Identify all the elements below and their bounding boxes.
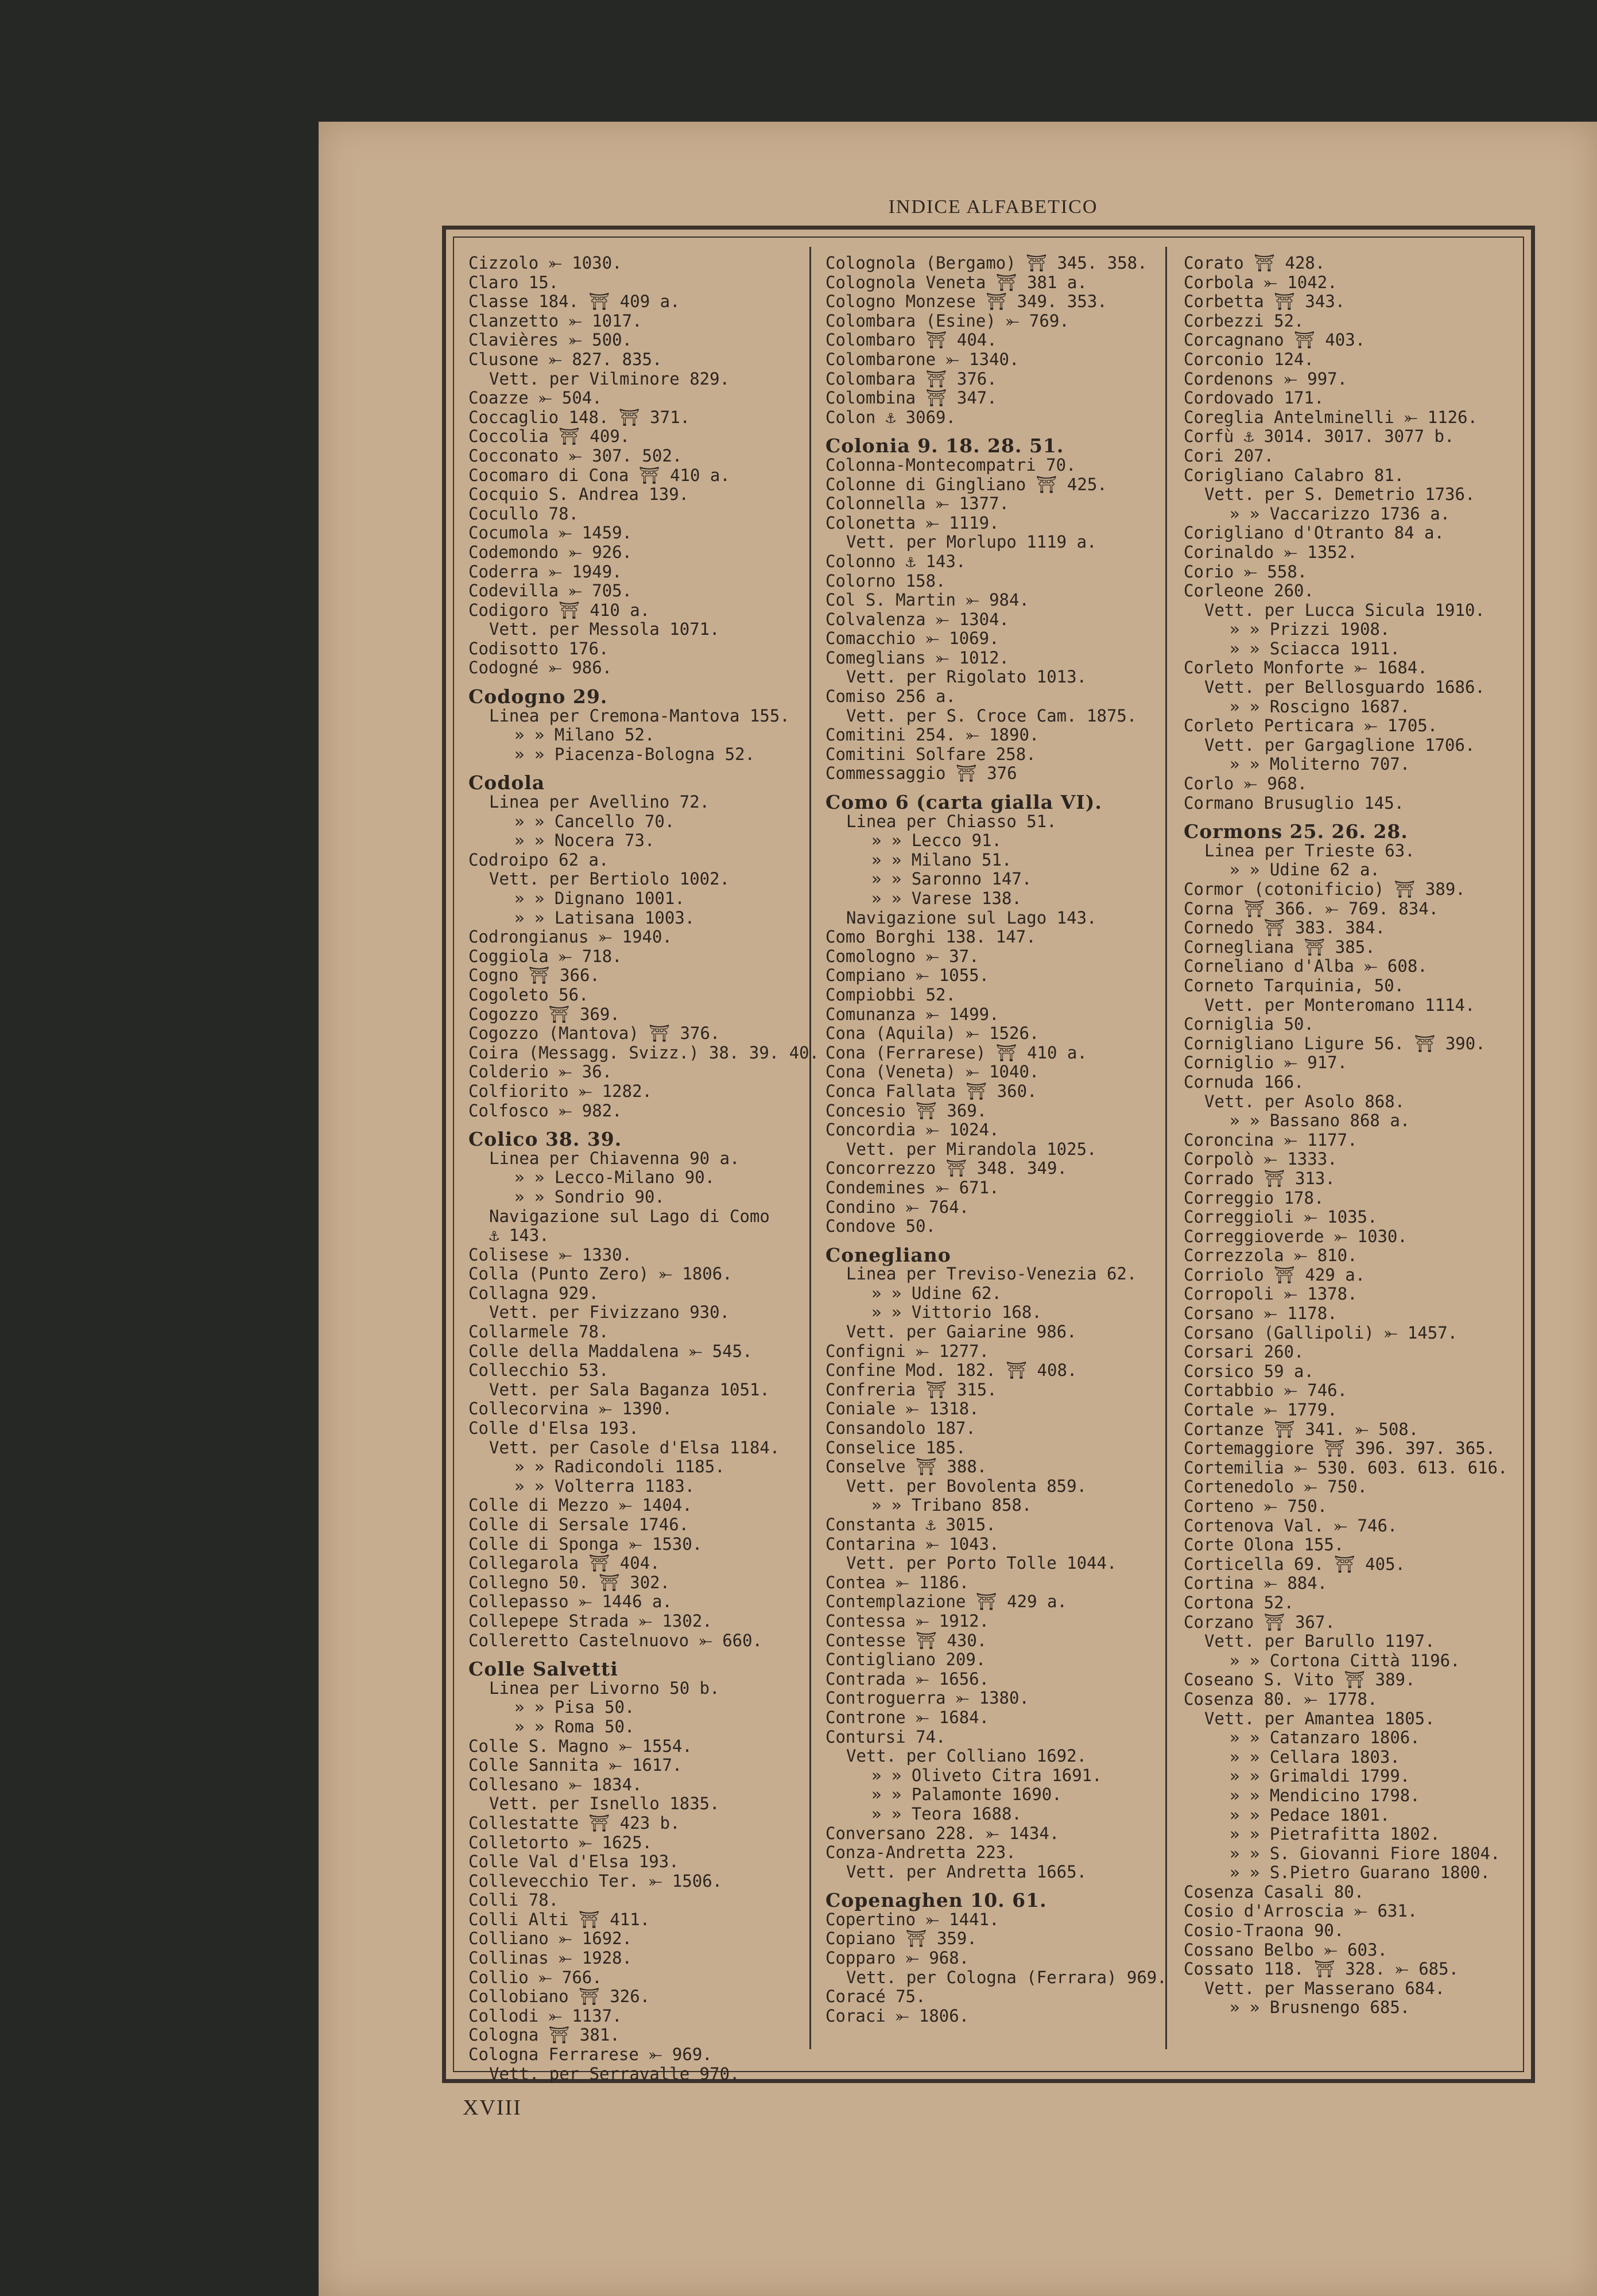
index-entry: Consandolo 187. (825, 1418, 976, 1438)
index-entry: Commessaggio ⛩ 376 (825, 763, 1017, 784)
index-entry: Coderra ⤜ 1949. (468, 561, 622, 581)
index-entry: Colle Val d'Elsa 193. (468, 1852, 679, 1872)
page-number: XVIII (463, 2096, 522, 2120)
index-entry: Vett. per S. Croce Cam. 1875. (846, 705, 1137, 726)
index-entry: Collestatte ⛩ 423 b. (468, 1813, 680, 1833)
index-entry: Collinas ⤜ 1928. (468, 1948, 633, 1968)
index-entry: Collagna 929. (468, 1283, 599, 1303)
index-entry: Vett. per Casole d'Elsa 1184. (489, 1437, 780, 1457)
index-entry: » » Palamonte 1690. (871, 1785, 1062, 1805)
index-entry: Cormano Brusuglio 145. (1184, 793, 1405, 813)
index-entry: Colle della Maddalena ⤜ 545. (468, 1341, 753, 1361)
index-entry: Comitini Solfare 258. (825, 744, 1036, 764)
index-entry: Cornuda 166. (1184, 1072, 1304, 1092)
index-entry: Colle S. Magno ⤜ 1554. (468, 1736, 692, 1756)
index-entry: Comologno ⤜ 37. (825, 946, 979, 966)
index-entry: Concesio ⛩ 369. (825, 1100, 987, 1120)
index-entry: Collio ⤜ 766. (468, 1967, 602, 1987)
index-entry: Correzzola ⤜ 810. (1184, 1246, 1358, 1266)
index-entry: Codisotto 176. (468, 638, 609, 658)
index-entry: Corropoli ⤜ 1378. (1184, 1284, 1358, 1304)
index-entry: Cona (Veneta) ⤜ 1040. (825, 1062, 1040, 1082)
index-entry: Linea per Treviso-Venezia 62. (846, 1264, 1137, 1284)
index-entry: » » Grimaldi 1799. (1230, 1766, 1410, 1786)
index-entry: Collecorvina ⤜ 1390. (468, 1399, 672, 1419)
index-entry: Cossano Belbo ⤜ 603. (1184, 1940, 1387, 1960)
index-entry: » » Moliterno 707. (1230, 754, 1410, 774)
index-entry: Cortabbio ⤜ 746. (1184, 1380, 1348, 1401)
index-entry: Cornigliano Ligure 56. ⛩ 390. (1184, 1033, 1486, 1053)
index-entry: » » Catanzaro 1806. (1230, 1728, 1420, 1748)
index-entry: Colonnella ⤜ 1377. (825, 494, 1010, 514)
index-entry: Colombarone ⤜ 1340. (825, 349, 1020, 369)
index-entry: Cormons 25. 26. 28. (1184, 820, 1408, 843)
index-entry: Contea ⤜ 1186. (825, 1572, 970, 1592)
index-entry: Vett. per Morlupo 1119 a. (846, 532, 1097, 552)
index-entry: Colvalenza ⤜ 1304. (825, 609, 1010, 629)
index-entry: Correggioli ⤜ 1035. (1184, 1207, 1378, 1227)
index-entry: Collepepe Strada ⤜ 1302. (468, 1611, 712, 1631)
index-entry: Linea per Avellino 72. (489, 792, 710, 812)
index-entry: Cori 207. (1184, 445, 1274, 466)
index-entry: Conselve ⛩ 388. (825, 1457, 987, 1477)
index-entry: Linea per Livorno 50 b. (489, 1678, 720, 1698)
index-entry: » » Pisa 50. (514, 1697, 635, 1717)
index-entry: Vett. per Bertiolo 1002. (489, 869, 730, 889)
index-entry: Cossato 118. ⛩ 328. ⤜ 685. (1184, 1959, 1459, 1979)
index-entry: Compiano ⤜ 1055. (825, 965, 990, 986)
index-entry: Copertino ⤜ 1441. (825, 1909, 999, 1929)
index-entry: Cocullo 78. (468, 503, 579, 523)
index-entry: Colonetta ⤜ 1119. (825, 513, 999, 533)
index-entry: » » Bassano 868 a. (1230, 1111, 1410, 1131)
index-entry: Claro 15. (468, 272, 559, 292)
index-entry: Cocconato ⤜ 307. 502. (468, 445, 683, 466)
index-entry: Comacchio ⤜ 1069. (825, 629, 999, 649)
index-entry: Vett. per Cologna (Ferrara) 969. (846, 1967, 1167, 1987)
index-entry: » » Prizzi 1908. (1230, 619, 1390, 639)
index-entry: Copparo ⤜ 968. (825, 1948, 970, 1968)
index-entry: Colle di Sersale 1746. (468, 1515, 689, 1534)
index-entry: Colle Salvetti (468, 1658, 618, 1681)
index-entry: Cortemilia ⤜ 530. 603. 613. 616. (1184, 1457, 1508, 1477)
index-entry: Vett. per Sala Baganza 1051. (489, 1379, 770, 1399)
index-entry: » » Tribano 858. (871, 1495, 1032, 1515)
index-entry: Colle di Sponga ⤜ 1530. (468, 1534, 703, 1554)
index-entry: Confine Mod. 182. ⛩ 408. (825, 1360, 1077, 1380)
index-entry: » » S. Giovanni Fiore 1804. (1230, 1843, 1501, 1863)
index-entry: Colfiorito ⤜ 1282. (468, 1081, 653, 1101)
index-entry: Como 6 (carta gialla VI). (825, 791, 1102, 814)
index-entry: Vett. per Isnello 1835. (489, 1794, 720, 1814)
index-entry: Navigazione sul Lago 143. (846, 907, 1097, 928)
index-entry: Coccolia ⛩ 409. (468, 426, 630, 447)
index-entry: Colletorto ⤜ 1625. (468, 1832, 653, 1852)
index-entry: » » Varese 138. (871, 889, 1022, 908)
index-entry: » » Lecco-Milano 90. (514, 1168, 715, 1188)
index-entry: Copiano ⛩ 359. (825, 1929, 977, 1949)
index-entry: Clavières ⤜ 500. (468, 330, 633, 350)
index-entry: Colonna-Montecompatri 70. (825, 455, 1076, 475)
index-entry: Cocomaro di Cona ⛩ 410 a. (468, 465, 730, 485)
index-entry: Cologna Ferrarese ⤜ 969. (468, 2045, 712, 2065)
index-entry: Cornedo ⛩ 383. 384. (1184, 918, 1386, 938)
index-entry: Corniglia 50. (1184, 1014, 1314, 1034)
index-entry: » » Roma 50. (514, 1716, 635, 1736)
index-entry: » » Udine 62 a. (1230, 860, 1380, 880)
index-entry: » » Vaccarizzo 1736 a. (1230, 503, 1451, 523)
index-entry: Colognola (Bergamo) ⛩ 345. 358. (825, 253, 1148, 273)
index-entry: Coira (Messagg. Svizz.) 38. 39. 40. (468, 1042, 820, 1062)
index-entry: Contesse ⛩ 430. (825, 1630, 987, 1650)
index-entry: Cortenedolo ⤜ 750. (1184, 1477, 1368, 1497)
index-entry: Collegarola ⛩ 404. (468, 1553, 660, 1573)
index-entry: Colonia 9. 18. 28. 51. (825, 435, 1064, 457)
index-entry: Vett. per Messola 1071. (489, 619, 720, 639)
index-entry: Como Borghi 138. 147. (825, 927, 1036, 947)
index-entry: Cortemaggiore ⛩ 396. 397. 365. (1184, 1438, 1496, 1459)
index-entry: Cordovado 171. (1184, 388, 1324, 408)
index-entry: » » Latisana 1003. (514, 907, 695, 928)
index-entry: Corriolo ⛩ 429 a. (1184, 1265, 1366, 1285)
index-entry: Linea per Chiavenna 90 a. (489, 1148, 740, 1168)
index-entry: Contemplazione ⛩ 429 a. (825, 1592, 1067, 1612)
index-entry: Corleone 260. (1184, 581, 1314, 601)
index-entry: Colle d'Elsa 193. (468, 1418, 639, 1438)
index-entry: Colombara ⛩ 376. (825, 369, 997, 389)
index-entry: Controguerra ⤜ 1380. (825, 1688, 1029, 1708)
index-entry: Coraci ⤜ 1806. (825, 2006, 970, 2026)
index-entry: Coracé 75. (825, 1987, 926, 2007)
index-entry: ⚓ 143. (489, 1225, 549, 1246)
index-entry: Vett. per Porto Tolle 1044. (846, 1553, 1117, 1573)
index-entry: Cosio d'Arroscia ⤜ 631. (1184, 1901, 1418, 1921)
index-entry: Codevilla ⤜ 705. (468, 581, 633, 601)
index-entry: Conca Fallata ⛩ 360. (825, 1081, 1037, 1101)
index-entry: Vett. per Bellosguardo 1686. (1204, 677, 1485, 697)
index-entry: Corleto Monforte ⤜ 1684. (1184, 658, 1428, 678)
index-entry: Corsari 260. (1184, 1342, 1304, 1362)
index-entry: » » Cancello 70. (514, 811, 675, 831)
index-entry: Codroipo 62 a. (468, 850, 609, 870)
index-entry: Contursi 74. (825, 1727, 946, 1747)
index-entry: Corbola ⤜ 1042. (1184, 272, 1338, 292)
index-entry: » » Nocera 73. (514, 831, 655, 851)
index-entry: Vett. per Fivizzano 930. (489, 1302, 730, 1322)
index-entry: Vett. per Mirandola 1025. (846, 1139, 1097, 1159)
index-entry: » » Sciacca 1911. (1230, 638, 1400, 658)
index-entry: Colon ⚓ 3069. (825, 407, 956, 427)
index-entry: Colisese ⤜ 1330. (468, 1244, 633, 1265)
index-entry: » » Volterra 1183. (514, 1476, 695, 1496)
index-entry: Cizzolo ⤜ 1030. (468, 253, 622, 273)
index-entry: Clusone ⤜ 827. 835. (468, 349, 662, 369)
index-entry: Vett. per Rigolato 1013. (846, 667, 1087, 687)
index-entry: » » Udine 62. (871, 1283, 1002, 1303)
index-entry: Corfù ⚓ 3014. 3017. 3077 b. (1184, 426, 1455, 447)
index-entry: Colombara (Esine) ⤜ 769. (825, 311, 1069, 331)
index-entry: Compiobbi 52. (825, 984, 956, 1004)
index-entry: Corniglio ⤜ 917. (1184, 1053, 1348, 1073)
index-entry: Cocumola ⤜ 1459. (468, 523, 633, 543)
index-entry: Condove 50. (825, 1216, 936, 1236)
index-entry: Vett. per Lucca Sicula 1910. (1204, 600, 1485, 620)
index-entry: Condemines ⤜ 671. (825, 1177, 999, 1197)
index-entry: » » Pedace 1801. (1230, 1805, 1390, 1825)
index-entry: Vett. per Asolo 868. (1204, 1091, 1405, 1111)
index-entry: Colico 38. 39. (468, 1128, 622, 1151)
index-entry: Colliano ⤜ 1692. (468, 1929, 633, 1949)
index-entry: » » Pietrafitta 1802. (1230, 1824, 1440, 1844)
index-entry: » » Cellara 1803. (1230, 1747, 1400, 1767)
index-entry: Codigoro ⛩ 410 a. (468, 600, 650, 620)
index-entry: Colonne di Gingliano ⛩ 425. (825, 474, 1107, 494)
index-entry: Collevecchio Ter. ⤜ 1506. (468, 1871, 723, 1891)
index-column-3 (1184, 254, 1507, 2018)
index-entry: Linea per Chiasso 51. (846, 811, 1057, 831)
index-entry: Corneto Tarquinia, 50. (1184, 975, 1405, 995)
index-entry: Corpolò ⤜ 1333. (1184, 1149, 1338, 1169)
index-entry: Colombina ⛩ 347. (825, 388, 997, 408)
index-entry: Cortenova Val. ⤜ 746. (1184, 1515, 1398, 1535)
index-entry: Colla (Punto Zero) ⤜ 1806. (468, 1264, 732, 1284)
index-entry: Corigliano Calabro 81. (1184, 465, 1405, 485)
index-entry: Collecchio 53. (468, 1360, 609, 1380)
index-entry: Corigliano d'Otranto 84 a. (1184, 523, 1444, 543)
index-entry: Collegno 50. ⛩ 302. (468, 1572, 670, 1592)
index-entry: Corbetta ⛩ 343. (1184, 292, 1346, 312)
index-entry: Corio ⤜ 558. (1184, 561, 1308, 581)
index-entry: Collobiano ⛩ 326. (468, 1987, 650, 2007)
index-entry: Coccaglio 148. ⛩ 371. (468, 407, 691, 427)
index-entry: Coazze ⤜ 504. (468, 388, 602, 408)
index-entry: Collodi ⤜ 1137. (468, 2006, 622, 2026)
index-entry: Vett. per Bovolenta 859. (846, 1476, 1087, 1496)
index-entry: Cocquio S. Andrea 139. (468, 484, 689, 505)
index-entry: » » Milano 51. (871, 850, 1012, 870)
index-column-2 (825, 254, 1167, 2026)
index-entry: Cortina ⤜ 884. (1184, 1573, 1328, 1593)
index-entry: Vett. per S. Demetrio 1736. (1204, 484, 1475, 505)
index-entry: Corconio 124. (1184, 349, 1314, 369)
index-entry: » » Oliveto Citra 1691. (871, 1765, 1102, 1785)
index-entry: » » Brusnengo 685. (1230, 1998, 1410, 2018)
index-entry: Corna ⛩ 366. ⤜ 769. 834. (1184, 898, 1439, 918)
index-entry: Cologna ⛩ 381. (468, 2025, 620, 2045)
index-entry: Conegliano (825, 1243, 951, 1266)
index-entry: Colle Sannita ⤜ 1617. (468, 1755, 683, 1775)
index-entry: Codola (468, 771, 545, 794)
index-entry: Colfosco ⤜ 982. (468, 1100, 622, 1120)
index-entry: Vett. per Amantea 1805. (1204, 1708, 1435, 1728)
index-entry: Comitini 254. ⤜ 1890. (825, 725, 1040, 745)
index-entry: Collarmele 78. (468, 1322, 609, 1342)
index-entry: Vett. per Andretta 1665. (846, 1861, 1087, 1882)
index-entry: Corinaldo ⤜ 1352. (1184, 542, 1358, 562)
index-entry: Clanzetto ⤜ 1017. (468, 311, 642, 331)
index-entry: Corsano ⤜ 1178. (1184, 1304, 1338, 1324)
index-entry: Corleto Perticara ⤜ 1705. (1184, 716, 1438, 736)
index-entry: Conversano 228. ⤜ 1434. (825, 1823, 1060, 1843)
index-entry: Colorno 158. (825, 571, 946, 591)
index-entry: Colleretto Castelnuovo ⤜ 660. (468, 1630, 763, 1650)
index-entry: Confreria ⛩ 315. (825, 1379, 997, 1399)
index-entry: » » Cortona Città 1196. (1230, 1650, 1460, 1670)
index-entry: Cogoleto 56. (468, 984, 589, 1004)
index-entry: Colle di Mezzo ⤜ 1404. (468, 1495, 692, 1515)
index-entry: Cosenza Casali 80. (1184, 1882, 1365, 1902)
index-entry: Corato ⛩ 428. (1184, 253, 1325, 273)
index-entry: Vett. per Masserano 684. (1204, 1978, 1445, 1998)
index-entry: Colli 78. (468, 1890, 559, 1910)
index-entry: Codogno 29. (468, 685, 608, 708)
index-entry: Condino ⤜ 764. (825, 1197, 970, 1217)
index-entry: Colonno ⚓ 143. (825, 551, 966, 571)
index-entry: Cornegliana ⛩ 385. (1184, 937, 1375, 957)
index-column-1 (468, 254, 819, 2084)
index-entry: Corsico 59 a. (1184, 1361, 1314, 1381)
index-entry: Colombaro ⛩ 404. (825, 330, 997, 350)
index-entry: Vett. per Serravalle 970. (489, 2064, 740, 2084)
index-entry: Corlo ⤜ 968. (1184, 774, 1308, 794)
index-entry: Vett. per Gargaglione 1706. (1204, 735, 1475, 755)
index-entry: Colli Alti ⛩ 411. (468, 1909, 650, 1929)
index-entry: Cordenons ⤜ 997. (1184, 369, 1348, 389)
index-entry: Coroncina ⤜ 1177. (1184, 1130, 1358, 1150)
index-entry: Concordia ⤜ 1024. (825, 1120, 999, 1140)
index-entry: Cogozzo (Mantova) ⛩ 376. (468, 1023, 720, 1044)
index-entry: Corrado ⛩ 313. (1184, 1168, 1335, 1188)
index-entry: Col S. Martin ⤜ 984. (825, 590, 1029, 610)
index-entry: Corteno ⤜ 750. (1184, 1496, 1328, 1516)
index-entry: Correggioverde ⤜ 1030. (1184, 1226, 1408, 1246)
index-entry: » » Mendicino 1798. (1230, 1785, 1420, 1805)
index-entry: Colderio ⤜ 36. (468, 1062, 613, 1082)
index-entry: Coniale ⤜ 1318. (825, 1399, 979, 1419)
index-entry: » » Teora 1688. (871, 1804, 1022, 1824)
index-entry: » » Vittorio 168. (871, 1302, 1042, 1322)
index-entry: Vett. per Vilminore 829. (489, 369, 730, 389)
index-entry: Cona (Aquila) ⤜ 1526. (825, 1023, 1040, 1044)
index-entry: Colognola Veneta ⛩ 381 a. (825, 272, 1087, 292)
index-entry: Codrongianus ⤜ 1940. (468, 927, 672, 947)
index-entry: Corbezzi 52. (1184, 311, 1304, 331)
index-entry: Codemondo ⤜ 926. (468, 542, 633, 562)
index-entry: Cormor (cotonificio) ⛩ 389. (1184, 879, 1466, 899)
index-entry: » » Piacenza-Bologna 52. (514, 744, 755, 764)
index-entry: » » Dignano 1001. (514, 889, 685, 908)
index-entry: Coreglia Antelminelli ⤜ 1126. (1184, 407, 1478, 427)
index-entry: Coggiola ⤜ 718. (468, 946, 622, 966)
index-entry: Contrada ⤜ 1656. (825, 1669, 990, 1689)
index-entry: Cogozzo ⛩ 369. (468, 1004, 620, 1024)
index-entry: Concorrezzo ⛩ 348. 349. (825, 1158, 1067, 1178)
index-entry: Contessa ⤜ 1912. (825, 1611, 990, 1631)
index-entry: Cogno ⛩ 366. (468, 965, 600, 986)
index-entry: Corticella 69. ⛩ 405. (1184, 1554, 1406, 1574)
index-entry: » » Roscigno 1687. (1230, 696, 1410, 716)
index-entry: » » Sondrio 90. (514, 1186, 665, 1207)
index-entry: Corzano ⛩ 367. (1184, 1612, 1335, 1632)
page-header: INDICE ALFABETICO (888, 196, 1098, 218)
index-entry: » » Radicondoli 1185. (514, 1457, 725, 1477)
index-entry: Corte Olona 155. (1184, 1535, 1344, 1555)
index-entry: Collesano ⤜ 1834. (468, 1774, 642, 1794)
index-entry: Vett. per Colliano 1692. (846, 1746, 1087, 1766)
index-entry: » » Milano 52. (514, 725, 655, 745)
index-entry: Coseano S. Vito ⛩ 389. (1184, 1670, 1416, 1690)
index-entry: Corneliano d'Alba ⤜ 608. (1184, 956, 1428, 976)
index-entry: Comeglians ⤜ 1012. (825, 647, 1010, 668)
index-entry: Linea per Trieste 63. (1204, 840, 1415, 860)
index-entry: » » Lecco 91. (871, 831, 1002, 851)
index-entry: Cortale ⤜ 1779. (1184, 1400, 1338, 1420)
index-entry: Conselice 185. (825, 1437, 966, 1457)
index-entry: Controne ⤜ 1684. (825, 1707, 990, 1727)
index-entry: Corsano (Gallipoli) ⤜ 1457. (1184, 1322, 1458, 1343)
index-entry: Vett. per Barullo 1197. (1204, 1631, 1435, 1651)
index-entry: Configni ⤜ 1277. (825, 1341, 990, 1361)
index-entry: Vett. per Gaiarine 986. (846, 1322, 1077, 1342)
index-entry: Navigazione sul Lago di Como (489, 1206, 770, 1226)
index-entry: Contarina ⤜ 1043. (825, 1534, 999, 1554)
index-entry: Cona (Ferrarese) ⛩ 410 a. (825, 1042, 1087, 1062)
index-entry: Cologno Monzese ⛩ 349. 353. (825, 292, 1107, 312)
index-entry: Linea per Cremona-Mantova 155. (489, 705, 790, 726)
index-entry: Corcagnano ⛩ 403. (1184, 330, 1366, 350)
index-entry: Comunanza ⤜ 1499. (825, 1004, 999, 1024)
index-entry: Vett. per Monteromano 1114. (1204, 995, 1475, 1015)
index-entry: Codogné ⤜ 986. (468, 658, 613, 678)
index-entry: Cortona 52. (1184, 1592, 1294, 1612)
index-entry: » » S.Pietro Guarano 1800. (1230, 1863, 1490, 1883)
index-entry: Cosio-Traona 90. (1184, 1921, 1344, 1941)
index-entry: Constanta ⚓ 3015. (825, 1515, 996, 1534)
index-entry: Collepasso ⤜ 1446 a. (468, 1592, 672, 1612)
index-entry: » » Saronno 147. (871, 869, 1032, 889)
index-entry: Correggio 178. (1184, 1188, 1324, 1208)
index-entry: Cosenza 80. ⤜ 1778. (1184, 1689, 1378, 1709)
index-entry: Classe 184. ⛩ 409 a. (468, 292, 680, 312)
index-entry: Cortanze ⛩ 341. ⤜ 508. (1184, 1419, 1419, 1439)
index-entry: Comiso 256 a. (825, 687, 956, 707)
index-entry: Contigliano 209. (825, 1650, 986, 1670)
index-entry: Copenaghen 10. 61. (825, 1889, 1047, 1912)
index-entry: Conza-Andretta 223. (825, 1843, 1016, 1863)
